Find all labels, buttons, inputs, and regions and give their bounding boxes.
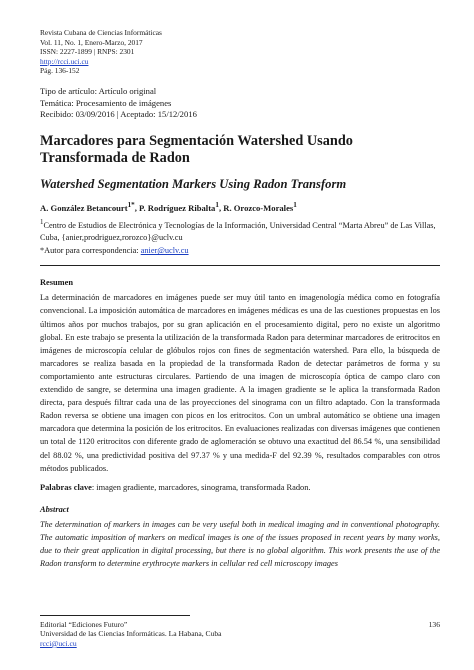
author-3: , R. Orozco-Morales bbox=[218, 202, 294, 213]
journal-url-link[interactable]: http://rcci.uci.cu bbox=[40, 56, 89, 66]
author-2-sup: 1 bbox=[215, 200, 219, 209]
affiliation bbox=[40, 216, 440, 258]
journal-name: Revista Cubana de Ciencias Informáticas bbox=[40, 28, 162, 37]
affiliation-text: Centro de Estudios de Electrónica y Tecnologías de la Información, Universidad Central “Marta Abreu” de Las Villas, Cuba, {anier,prodriguez,rorozco}@uclv.cu bbox=[40, 220, 436, 243]
affiliation-sup: 1 bbox=[40, 218, 44, 226]
contact-label: *Autor para correspondencia: bbox=[40, 246, 141, 256]
footer-university: Universidad de las Ciencias Informáticas. La Habana, Cuba bbox=[40, 629, 222, 639]
keywords-label: Palabras clave bbox=[40, 482, 92, 492]
journal-issn: ISSN: 2227-1899 | RNPS: 2301 bbox=[40, 47, 135, 57]
resumen-heading: Resumen bbox=[40, 278, 74, 288]
abstract-heading: Abstract bbox=[40, 504, 69, 514]
author-list bbox=[40, 201, 440, 213]
article-dates: Recibido: 03/09/2016 | Aceptado: 15/12/2016 bbox=[40, 109, 197, 120]
journal-header bbox=[40, 28, 440, 76]
page-number: 136 bbox=[428, 620, 440, 629]
abstract-text: The determination of markers in images can be very useful both in medical imaging and in conventional photography. The automatic imposition of markers on medical images is one of the issues proposed in recent years by many works, due to their great application in digital processing, but there is no global algorithm. This work presents the use of the Radon transform to determine erythrocyte markers in cellular red cell microscopy images bbox=[40, 519, 440, 568]
contact-email-link[interactable]: anier@uclv.cu bbox=[140, 246, 189, 256]
author-2: , P. Rodríguez Ribalta bbox=[134, 202, 216, 213]
author-3-sup: 1 bbox=[293, 200, 297, 209]
article-meta bbox=[40, 86, 440, 121]
section-divider bbox=[40, 265, 440, 266]
keywords bbox=[40, 483, 440, 492]
author-1-sup: 1* bbox=[127, 200, 135, 209]
journal-pages: Pág. 136-152 bbox=[40, 66, 80, 76]
footer-divider bbox=[40, 615, 190, 616]
title-english: Watershed Segmentation Markers Using Radon Transform bbox=[40, 176, 347, 191]
title-spanish: Marcadores para Segmentación Watershed Usando Transformada de Radon bbox=[40, 132, 353, 166]
article-topic: Temática: Procesamiento de imágenes bbox=[40, 97, 172, 108]
journal-volume: Vol. 11, No. 1, Enero-Marzo, 2017 bbox=[40, 37, 143, 47]
article-type: Tipo de artículo: Artículo original bbox=[40, 85, 157, 96]
page-footer bbox=[40, 615, 440, 648]
footer-publisher: Editorial “Ediciones Futuro” bbox=[40, 620, 128, 629]
resumen-text: La determinación de marcadores en imágenes puede ser muy útil tanto en imagenología médica como en fotografía convencional. La imposición automática de marcadores en imágenes médicas es una de las cuestiones propuestas en los últimos años por muchos trabajos, por su gran aplicación en el procesamiento digital, pero no existe un algoritmo global. En este trabajo se presenta la utilización de la transformada Radon para determinar marcadores de eritrocitos en imágenes de microscopía celular de glóbulos rojos con fines de segmentación watershed. Para ello, la búsqueda de marcadores se realiza basada en la propiedad de la transformada Radon de detectar parámetros de forma y su comportamiento ante estructuras circulares. Partiendo de una imagen de microscopía óptica de campo claro con extendido de sangre, se determina una imagen gradiente. A la imagen gradiente se le aplica la transformada Radon directa, para después filtrar cada una de las proyecciones del sinograma con un filtro adaptado. Con la transformada Radon reversa se obtiene una imagen con picos en los eritrocitos. Con un umbral automático se obtiene una imagen marcadora que determina la posición de los eritrocitos. En evaluaciones realizadas con diversas imágenes que contienen un total de 1120 eritrocitos con diferente grado de aglomeración se obtuvo una exactitud del 86.54 %, una sensibilidad del 88.02 %, una predictividad positiva del 97.37 % y una medida-F del 92.39 %, resultados comparables con otros métodos publicados. bbox=[40, 293, 440, 473]
author-1: A. González Betancourt bbox=[40, 202, 128, 213]
keywords-text: : imagen gradiente, marcadores, sinograma, transformada Radon. bbox=[91, 482, 311, 492]
footer-email-link[interactable]: rcci@uci.cu bbox=[40, 638, 77, 648]
